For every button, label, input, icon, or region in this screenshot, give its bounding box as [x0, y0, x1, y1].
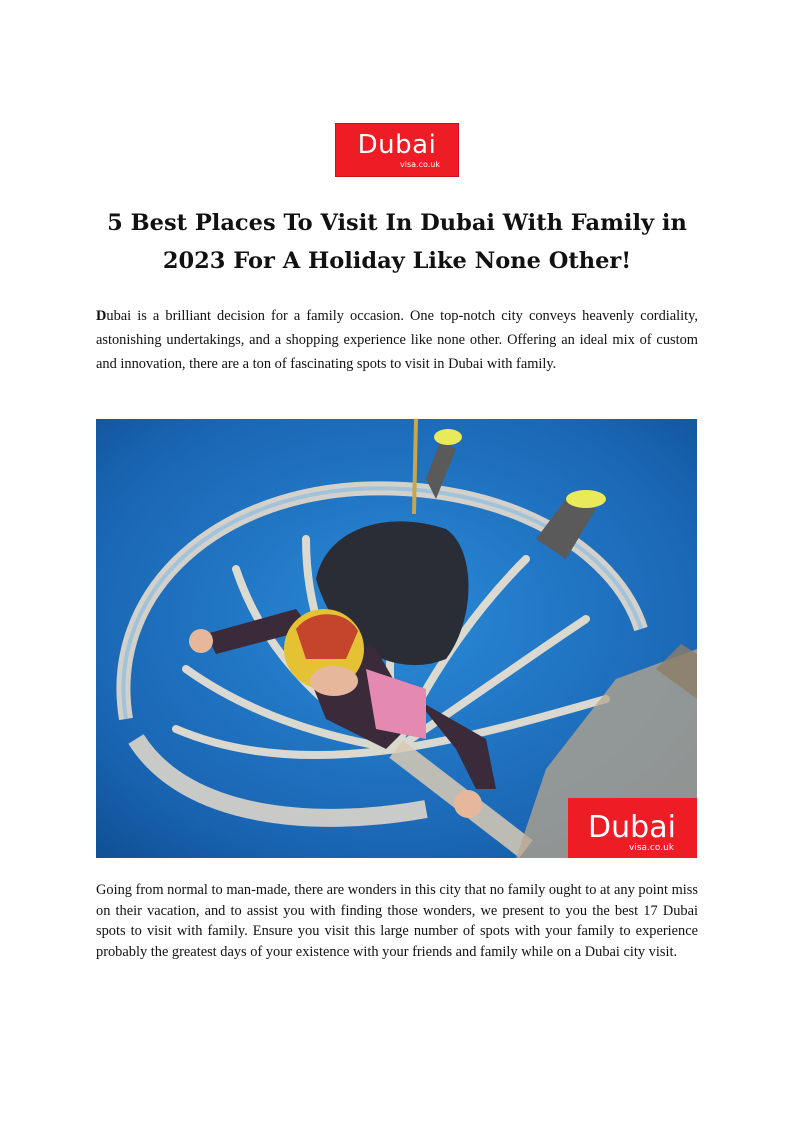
image-watermark-logo [568, 798, 697, 858]
hero-image-skydiving-palm [96, 419, 697, 858]
dubai-visa-logo [335, 123, 459, 177]
parachute-strap [414, 419, 416, 514]
intro-text: ubai is a brilliant decision for a family occasion. One top-notch city conveys heavenly cordiality, astonishing undertakings, and a shopping experience like none other. Offering an ideal mix of custom and innovation, there are a ton of fascinating spots to visit in Dubai with family. [96, 308, 698, 372]
body-paragraph-2: Going from normal to man-made, there are wonders in this city that no family ought to at any point miss on their vacation, and to assist you with finding those wonders, we present to you the best 17 Dubai spots to visit with family. Ensure you visit this large number of spots with your family to experience probably the greatest days of your existence with your friends and family while on a Dubai city visit. [96, 882, 698, 960]
intro-paragraph [96, 304, 698, 376]
watermark-word: Dubai [588, 810, 676, 845]
watermark-sub: visa.co.uk [629, 843, 674, 853]
logo-word: Dubai [357, 130, 437, 160]
logo-sub: visa.co.uk [400, 160, 440, 169]
article-title: 5 Best Places To Visit In Dubai With Family in 2023 For A Holiday Like None Other! [107, 210, 687, 274]
intro-first-letter: D [96, 308, 107, 324]
